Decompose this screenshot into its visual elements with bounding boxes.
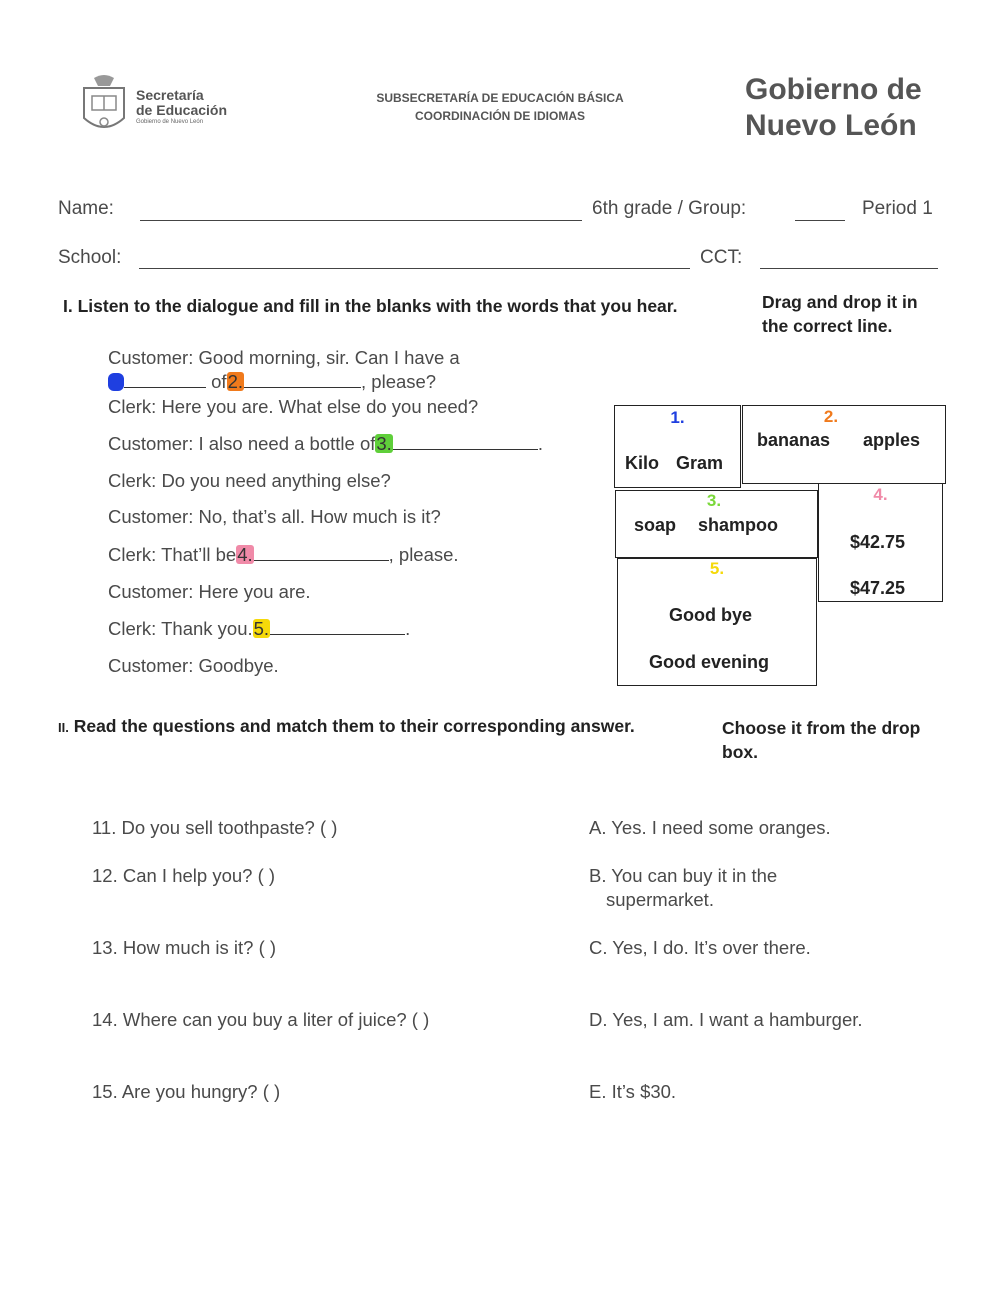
name-label: Name:	[58, 198, 114, 219]
option-gram[interactable]: Gram	[676, 453, 724, 473]
blank-1[interactable]	[124, 373, 206, 388]
dialogue-line-10: Customer: Goodbye.	[108, 655, 279, 676]
blank-2[interactable]	[244, 373, 361, 388]
option-soap[interactable]: soap	[634, 515, 677, 535]
question-15[interactable]: 15. Are you hungry? ( )	[92, 1081, 281, 1102]
option-good-bye[interactable]: Good bye	[669, 605, 753, 625]
dialogue-line-9	[108, 618, 410, 640]
gobierno-logo-text: Gobierno de Nuevo León	[745, 73, 922, 142]
dialogue-line-1: Customer: Good morning, sir. Can I have a	[108, 347, 460, 368]
cct-label: CCT:	[700, 247, 743, 268]
drop-box-2[interactable]	[742, 405, 946, 484]
question-11[interactable]: 11. Do you sell toothpaste? ( )	[92, 817, 338, 838]
coordinacion-heading: COORDINACIÓN DE IDIOMAS	[414, 109, 585, 123]
question-12[interactable]: 12. Can I help you? ( )	[92, 865, 276, 886]
school-field-line[interactable]	[139, 268, 690, 269]
dialogue-line-4	[108, 433, 543, 455]
cct-field-line[interactable]	[760, 268, 938, 269]
section-1-heading: I. Listen to the dialogue and fill in the blanks with the words that you hear.	[63, 296, 678, 316]
section-1-drag-note: Drag and drop it in the correct line.	[762, 292, 918, 336]
marker-3: 3.	[376, 433, 392, 454]
answer-b-continued: supermarket.	[606, 889, 714, 910]
section-2-heading-text: Read the questions and match them to their corresponding answer.	[68, 716, 635, 736]
dialogue-of: of	[211, 371, 227, 392]
dialogue-please-1: , please?	[361, 371, 437, 392]
drop-box-4-number: 4.	[873, 485, 888, 504]
answer-a: A. Yes. I need some oranges.	[589, 817, 831, 838]
dialogue-line-2	[108, 371, 436, 393]
answer-d: D. Yes, I am. I want a hamburger.	[589, 1009, 863, 1030]
answer-e: E. It’s $30.	[589, 1081, 677, 1102]
subsecretaria-heading: SUBSECRETARÍA DE EDUCACIÓN BÁSICA	[376, 91, 624, 105]
drop-box-5-number: 5.	[709, 559, 725, 578]
answer-b: B. You can buy it in the	[589, 865, 778, 886]
drop-box-5[interactable]	[617, 558, 817, 686]
drop-box-3-number: 3.	[706, 491, 722, 510]
drop-box-1[interactable]	[614, 405, 741, 488]
blank-5[interactable]	[270, 620, 405, 635]
dialogue-line-4-text: Customer: I also need a bottle of	[108, 433, 376, 454]
option-47-25[interactable]: $47.25	[850, 578, 906, 598]
option-shampoo[interactable]: shampoo	[698, 515, 779, 535]
dialogue-line-9-end: .	[405, 618, 411, 639]
section-2-drop-note: Choose it from the drop box.	[722, 718, 921, 762]
name-field-line[interactable]	[140, 220, 582, 221]
grade-group-label: 6th grade / Group:	[592, 198, 747, 219]
answer-c: C. Yes, I do. It’s over there.	[589, 937, 811, 958]
blank-3[interactable]	[393, 435, 538, 450]
state-seal-logo	[80, 74, 128, 138]
option-42-75[interactable]: $42.75	[850, 532, 906, 552]
drop-box-2-number: 2.	[823, 407, 839, 426]
marker-5: 5.	[253, 618, 270, 639]
school-label: School:	[58, 247, 122, 268]
secretaria-logo-subtitle: Gobierno de Nuevo León	[136, 119, 204, 125]
marker-4: 4.	[237, 544, 253, 565]
dialogue-please-2: , please.	[388, 544, 459, 565]
secretaria-logo-title: Secretaría de Educación	[136, 87, 228, 118]
option-apples[interactable]: apples	[863, 430, 921, 450]
marker-1-blob	[108, 373, 124, 391]
group-field-line[interactable]	[795, 220, 845, 221]
option-kilo[interactable]: Kilo	[625, 453, 659, 473]
option-bananas[interactable]: bananas	[757, 430, 831, 450]
section-2-number: II.	[58, 720, 69, 735]
dialogue-line-7	[108, 544, 459, 566]
drop-box-1-number: 1.	[670, 408, 685, 427]
dialogue-line-6: Customer: No, that’s all. How much is it?	[108, 506, 441, 527]
marker-2: 2.	[227, 371, 244, 392]
blank-4[interactable]	[254, 546, 389, 561]
section-2-heading	[58, 716, 635, 737]
question-13[interactable]: 13. How much is it? ( )	[92, 937, 277, 958]
dialogue-line-7-text: Clerk: That’ll be	[108, 544, 237, 565]
period-label: Period 1	[862, 198, 933, 219]
option-good-evening[interactable]: Good evening	[649, 652, 770, 672]
drop-box-4[interactable]	[818, 480, 943, 602]
dialogue-line-8: Customer: Here you are.	[108, 581, 311, 602]
question-14[interactable]: 14. Where can you buy a liter of juice? ( )	[92, 1009, 430, 1030]
dialogue-line-3: Clerk: Here you are. What else do you need?	[108, 396, 479, 417]
dialogue-line-5: Clerk: Do you need anything else?	[108, 470, 391, 491]
dialogue-line-9-text: Clerk: Thank you.	[108, 618, 253, 639]
dialogue-line-4-end: .	[537, 433, 543, 454]
drop-box-3[interactable]	[615, 490, 818, 558]
